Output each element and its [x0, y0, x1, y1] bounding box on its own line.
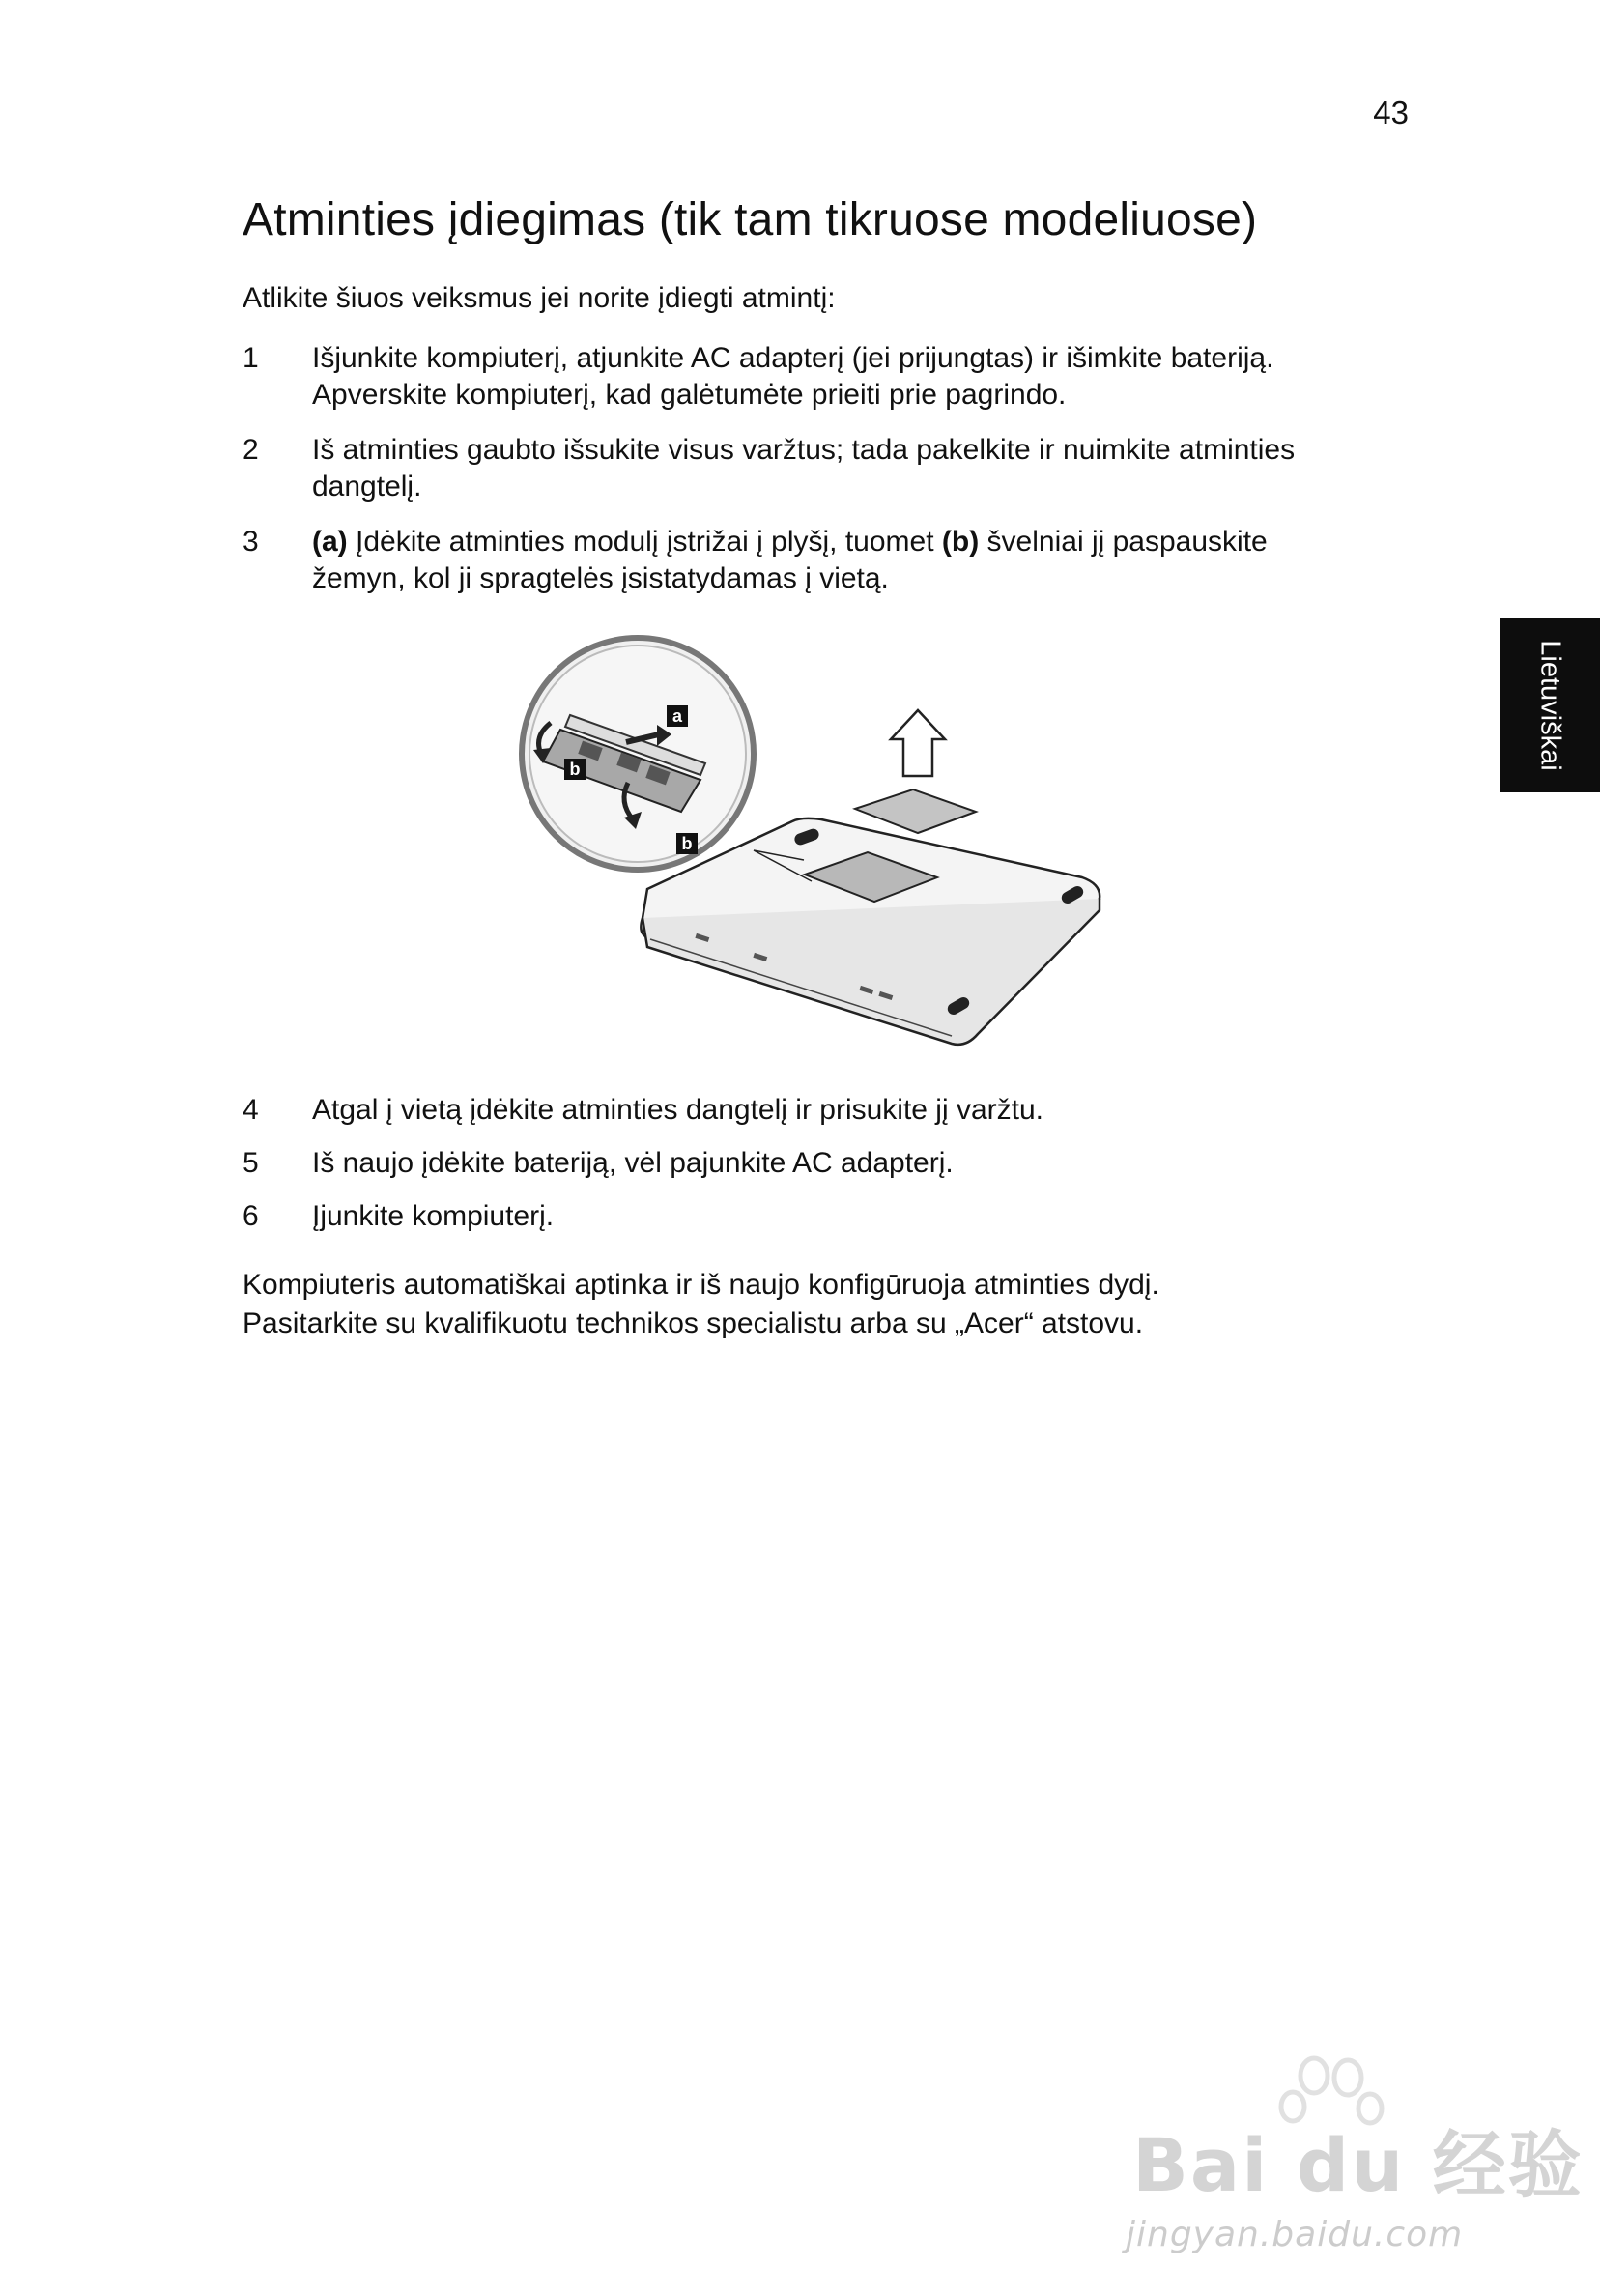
step-line [312, 524, 1423, 560]
memory-install-illustration [512, 628, 1111, 1063]
intro-text: Atlikite šiuos veiksmus jei norite įdiegti atmintį: [243, 282, 836, 314]
step-line: žemyn, kol ji spragtelės įsistatydamas į vietą. [312, 562, 889, 594]
step-line: Išjunkite kompiuterį, atjunkite AC adapterį (jei prijungtas) ir išimkite bateriją. [312, 342, 1274, 374]
closing-line: Pasitarkite su kvalifikuotu technikos specialistu arba su „Acer“ atstovu. [243, 1307, 1144, 1339]
watermark-url: jingyan.baidu.com [1126, 2215, 1464, 2254]
step-line: dangtelį. [312, 471, 422, 502]
step-number: 1 [243, 342, 259, 374]
label-a: (a) [312, 526, 348, 558]
step-number: 2 [243, 434, 259, 466]
page-number: 43 [1373, 95, 1409, 130]
step-line: Iš atminties gaubto išsukite visus varžtus; tada pakelkite ir nuimkite atminties [312, 434, 1296, 466]
watermark-brand: Bai du 经验 [1132, 2122, 1584, 2208]
step-number: 6 [243, 1200, 259, 1232]
step-line: Apverskite kompiuterį, kad galėtumėte prieiti prie pagrindo. [312, 379, 1067, 411]
language-tab-label: Lietuviškai [1534, 640, 1566, 771]
language-tab [1500, 618, 1600, 792]
step-number: 3 [243, 526, 259, 558]
magnified-detail [522, 638, 754, 870]
step-line: Įjunkite kompiuterį. [312, 1200, 555, 1232]
step-text: švelniai jį paspauskite [979, 526, 1268, 558]
step-text: Įdėkite atminties modulį įstrižai į plyšį, tuomet [347, 526, 942, 558]
closing-line: Kompiuteris automatiškai aptinka ir iš naujo konfigūruoja atminties dydį. [243, 1269, 1159, 1301]
label-b: (b) [941, 526, 980, 558]
step-line: Atgal į vietą įdėkite atminties dangtelį ir prisukite jį varžtu. [312, 1094, 1044, 1126]
step-line: Iš naujo įdėkite bateriją, vėl pajunkite AC adapterį. [312, 1147, 954, 1179]
step-number: 5 [243, 1147, 259, 1179]
step-number: 4 [243, 1094, 259, 1126]
figure-label-b: b [681, 834, 693, 853]
figure-label-b: b [569, 760, 581, 779]
figure-label-a: a [671, 706, 683, 726]
page-title: Atminties įdiegimas (tik tam tikruose modeliuose) [243, 194, 1258, 245]
closing-paragraph [243, 1266, 1159, 1343]
